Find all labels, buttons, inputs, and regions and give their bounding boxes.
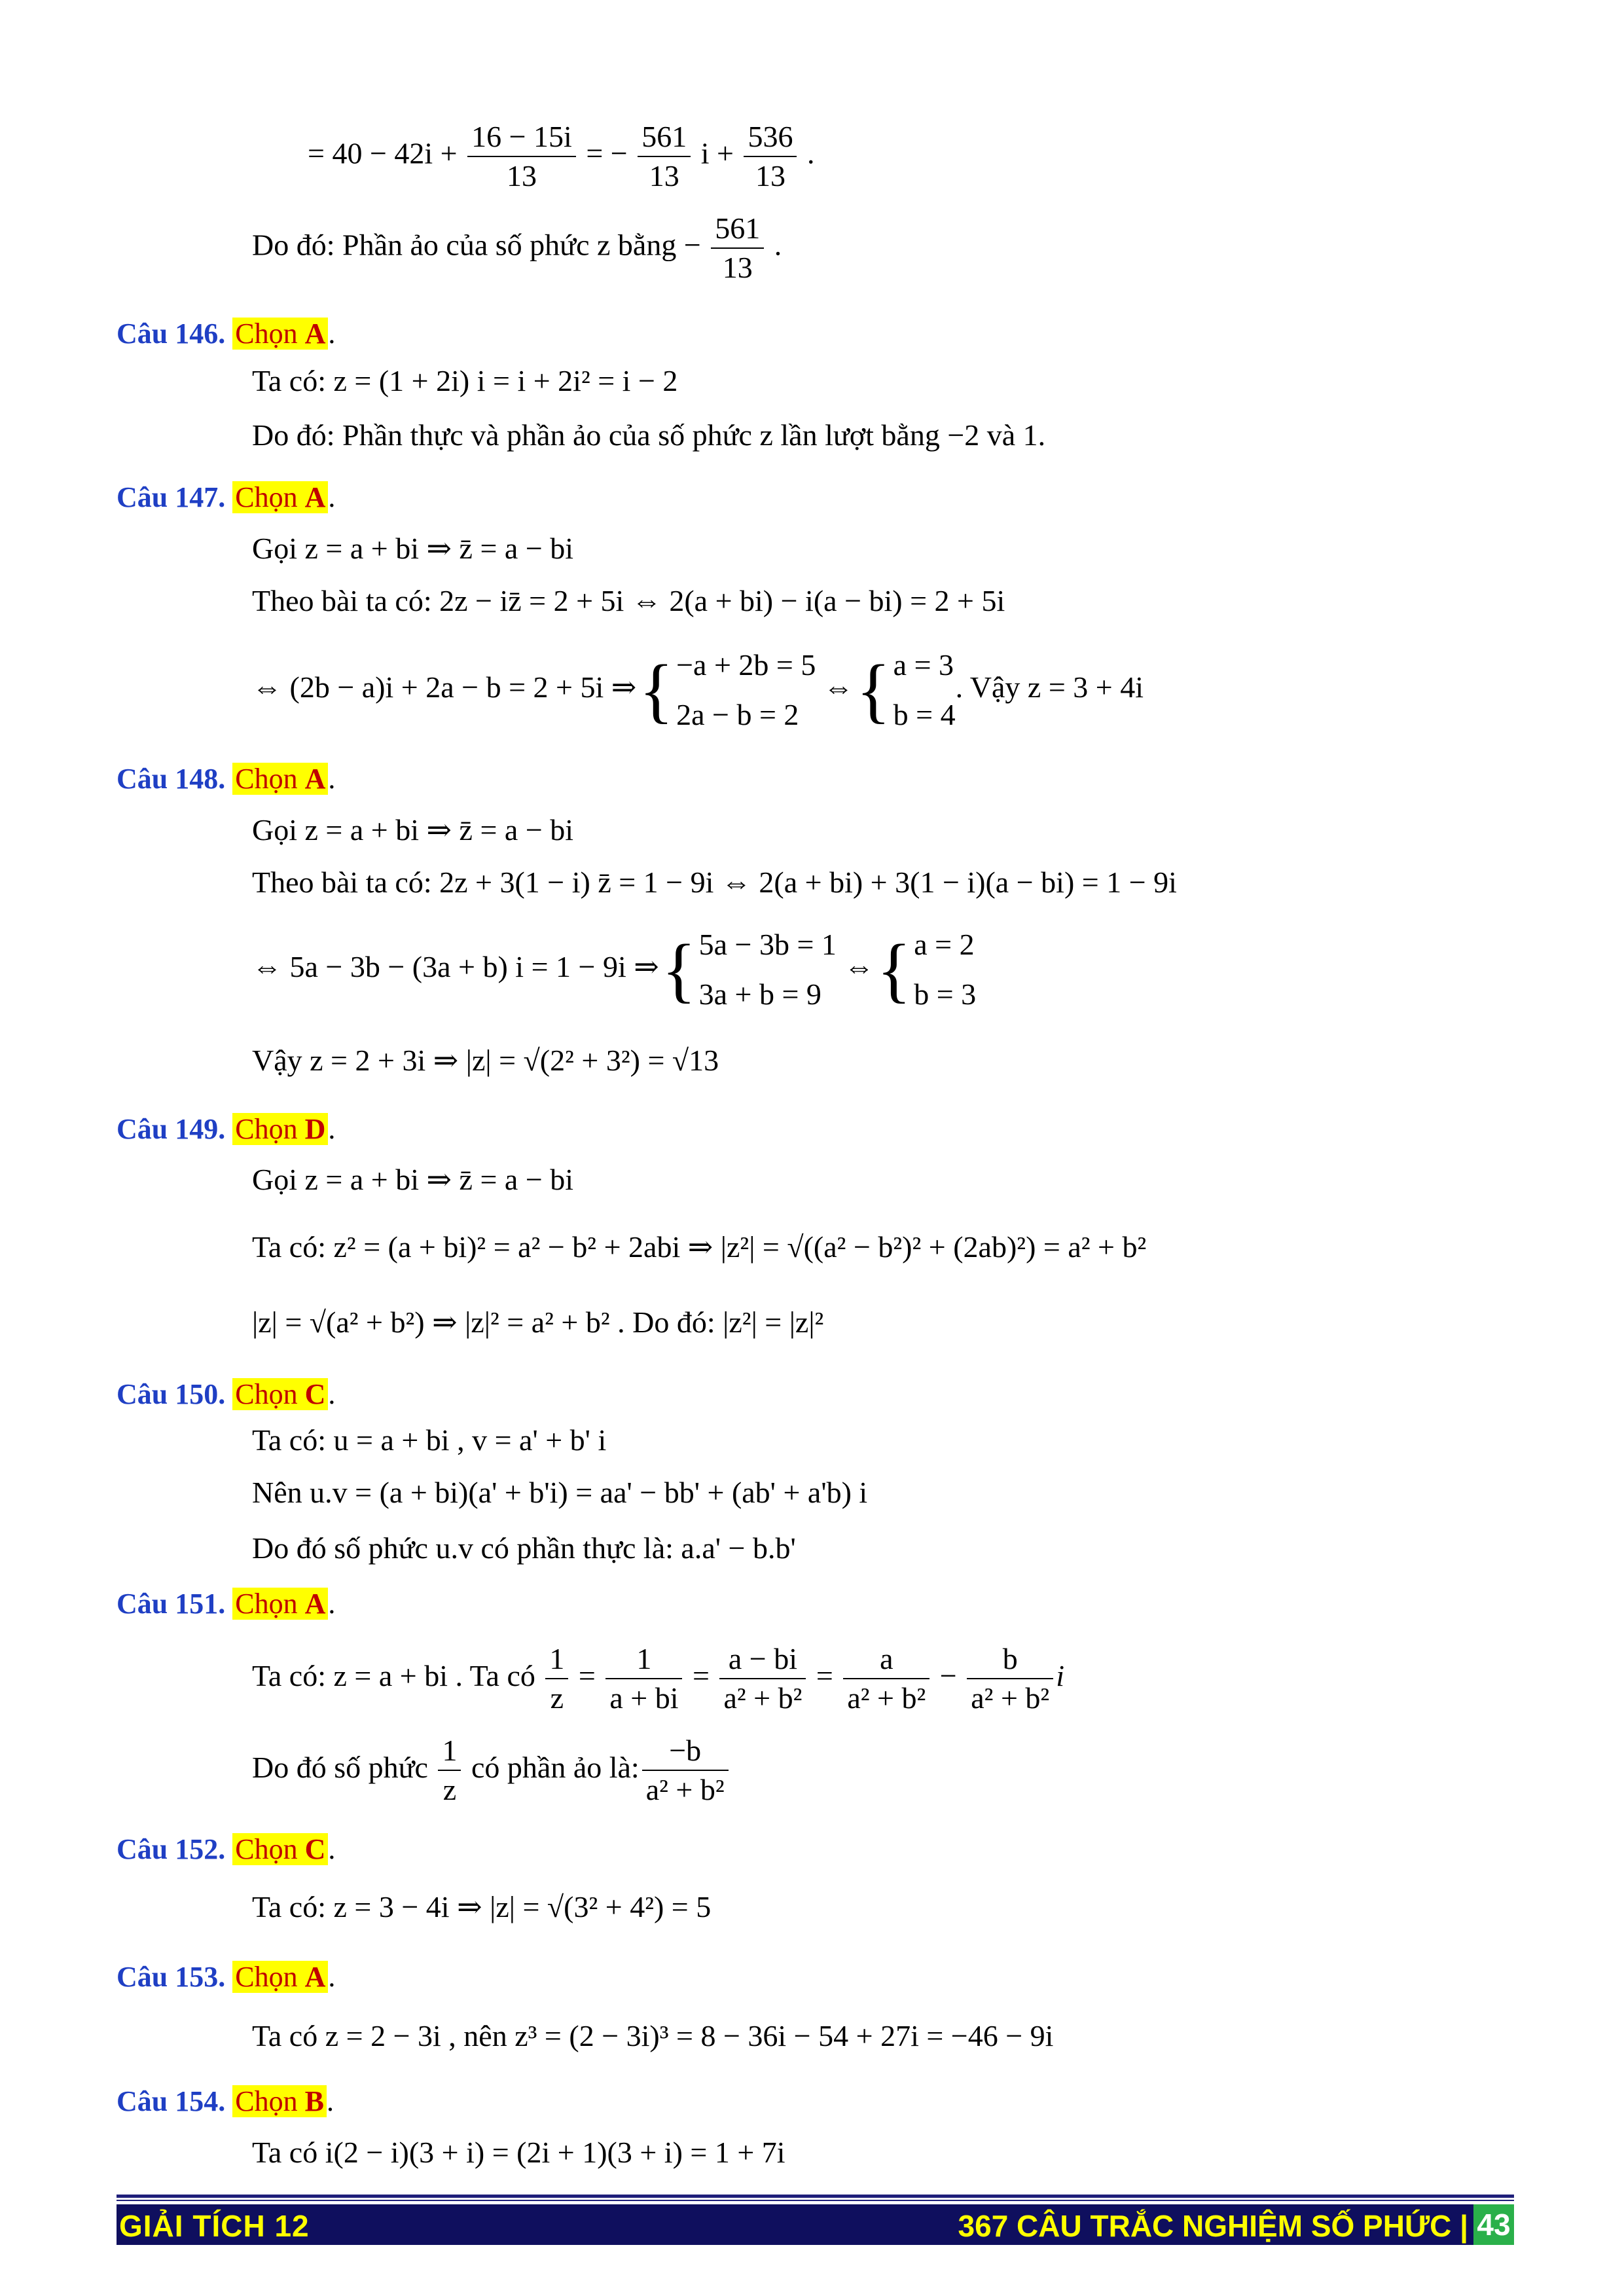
answer-highlight [232, 2085, 327, 2117]
solution-line: Ta có z = 2 − 3i , nên z³ = (2 − 3i)³ = 8 − 36i − 54 + 27i = −46 − 9i [252, 2019, 1054, 2052]
answer-letter: A [304, 1961, 326, 1993]
denominator: a² + b² [645, 1773, 725, 1807]
denominator: 13 [506, 159, 537, 192]
solution-line: Ta có: z = 3 − 4i ⇒ |z| = √(3² + 4²) = 5 [252, 1890, 712, 1923]
numerator: 561 [711, 210, 764, 249]
expr-text: ⇔ [844, 950, 875, 983]
denominator: 13 [755, 159, 785, 192]
question-number: Câu 148. [117, 763, 226, 795]
numerator: 1 [605, 1640, 682, 1679]
numerator: 16 − 15i [467, 118, 576, 157]
answer-letter: A [304, 763, 326, 795]
expr-text: . Vậy z = 3 + 4i [955, 670, 1144, 704]
fraction [467, 118, 576, 195]
answer-highlight [232, 1113, 328, 1145]
denominator: 13 [722, 251, 753, 284]
system-eq: a = 2 [914, 928, 975, 962]
question-heading: Câu 150. Chọn C. [117, 1378, 336, 1410]
equation-system [914, 920, 976, 1019]
expr-text: . [799, 136, 815, 170]
answer-letter: B [304, 2085, 324, 2117]
system-eq: 3a + b = 9 [698, 977, 821, 1011]
fraction [719, 1640, 806, 1717]
expr-text: . [767, 228, 782, 262]
page-number: 43 [1473, 2204, 1514, 2245]
numerator: 1 [438, 1732, 461, 1771]
answer-prefix: Chọn [235, 481, 305, 513]
page-footer [117, 2204, 1514, 2245]
answer-highlight [232, 1588, 328, 1620]
solution-line: Vậy z = 2 + 3i ⇒ |z| = √(2² + 3²) = √13 [252, 1044, 719, 1077]
expr-text: Ta có: z = a + bi . Ta có [252, 1659, 543, 1692]
question-heading: Câu 147. Chọn A. [117, 481, 336, 513]
denominator: a² + b² [847, 1681, 926, 1715]
answer-letter: A [304, 481, 326, 513]
question-heading: Câu 146. Chọn A. [117, 318, 336, 350]
expr-text: Do đó số phức [252, 1751, 436, 1784]
equation-line: Ta có: z = a + bi . Ta có $\frac{1}{z}$ = $\frac{1}{a + bi}$ = $\frac{a - bi}{\text{a² + b²}}$ = $\frac{a}{\text{a² + b²}}$ − $\frac{b}{\text{a² + b²}}$ i [252, 1630, 1064, 1722]
denominator: a² + b² [723, 1681, 803, 1715]
solution-line: |z| = √(a² + b²) ⇒ |z|² = a² + b² . Do đó: |z²| = |z|² [252, 1305, 824, 1339]
question-number: Câu 149. [117, 1113, 226, 1145]
answer-letter: C [304, 1833, 326, 1865]
fraction [638, 118, 691, 195]
brace-icon: { [856, 650, 891, 731]
footer-title: 367 CÂU TRẮC NGHIỆM SỐ PHỨC | [958, 2209, 1468, 2243]
equation-system [893, 640, 956, 740]
equation-line [308, 118, 814, 195]
fraction [843, 1640, 929, 1717]
system-eq: 2a − b = 2 [676, 698, 799, 732]
numerator: b [967, 1640, 1053, 1679]
solution-line: Theo bài ta có: 2z + 3(1 − i) z̄ = 1 − 9i ⇔ 2(a + bi) + 3(1 − i)(a − bi) = 1 − 9i [252, 866, 1177, 899]
question-number: Câu 146. [117, 318, 226, 350]
solution-line: Nên u.v = (a + bi)(a' + b'i) = aa' − bb' + (ab' + a'b) i [252, 1476, 868, 1509]
question-number: Câu 150. [117, 1378, 226, 1410]
system-eq: 5a − 3b = 1 [698, 928, 837, 962]
footer-subject: GIẢI TÍCH 12 [119, 2209, 310, 2243]
answer-highlight [232, 763, 328, 795]
question-heading: Câu 151. Chọn A. [117, 1588, 336, 1620]
question-number: Câu 154. [117, 2085, 226, 2117]
equation-system [699, 920, 837, 1019]
expr-text: có phần ảo là: [463, 1751, 640, 1784]
question-heading: Câu 154. Chọn B. [117, 2085, 334, 2117]
denominator: z [550, 1681, 564, 1715]
denominator: a + bi [609, 1681, 679, 1715]
answer-letter: D [304, 1113, 326, 1145]
equation-line [252, 210, 782, 287]
system-eq: −a + 2b = 5 [676, 648, 816, 682]
answer-highlight [232, 481, 328, 513]
answer-highlight [232, 1378, 328, 1410]
expr-text: Do đó: Phần ảo của số phức z bằng − [252, 228, 709, 262]
solution-line: Ta có: u = a + bi , v = a' + b' i [252, 1423, 607, 1457]
solution-line: Do đó số phức u.v có phần thực là: a.a' − b.b' [252, 1531, 796, 1565]
system-eq: b = 3 [914, 977, 977, 1011]
answer-prefix: Chọn [235, 1378, 305, 1410]
system-eq: b = 4 [893, 698, 956, 732]
question-number: Câu 152. [117, 1833, 226, 1865]
footer-rule [117, 2200, 1514, 2201]
system-line [252, 638, 1144, 740]
numerator: 536 [744, 118, 797, 157]
answer-prefix: Chọn [235, 1833, 305, 1865]
solution-line: Ta có i(2 − i)(3 + i) = (2i + 1)(3 + i) = 1 + 7i [252, 2136, 785, 2169]
solution-line: Gọi z = a + bi ⇒ z̄ = a − bi [252, 1163, 574, 1196]
system-line [252, 918, 976, 1019]
expr-text: ⇔ [823, 670, 854, 704]
brace-icon: { [661, 930, 696, 1010]
answer-prefix: Chọn [235, 318, 305, 350]
expr-text: = − [578, 136, 636, 170]
fraction [642, 1732, 729, 1809]
answer-letter: C [304, 1378, 326, 1410]
question-heading: Câu 153. Chọn A. [117, 1961, 336, 1993]
question-number: Câu 147. [117, 481, 226, 513]
expr-text: ⇔ (2b − a)i + 2a − b = 2 + 5i ⇒ [252, 670, 637, 704]
fraction [711, 210, 764, 287]
denominator: a² + b² [971, 1681, 1050, 1715]
expr-text: = 40 − 42i + [308, 136, 465, 170]
fraction [605, 1640, 682, 1717]
question-heading: Câu 148. Chọn A. [117, 763, 336, 795]
numerator: a − bi [719, 1640, 806, 1679]
answer-prefix: Chọn [235, 1113, 305, 1145]
solution-line: Gọi z = a + bi ⇒ z̄ = a − bi [252, 813, 574, 847]
answer-letter: A [304, 1588, 326, 1620]
question-number: Câu 151. [117, 1588, 226, 1620]
solution-line: Ta có: z = (1 + 2i) i = i + 2i² = i − 2 [252, 364, 678, 397]
denominator: z [442, 1773, 457, 1807]
numerator: −b [642, 1732, 729, 1771]
question-heading: Câu 149. Chọn D. [117, 1113, 336, 1145]
equation-system [676, 640, 816, 740]
expr-text: i [1056, 1659, 1064, 1692]
solution-line: Ta có: z² = (a + bi)² = a² − b² + 2abi ⇒ |z²| = √((a² − b²)² + (2ab)²) = a² + b² [252, 1230, 1147, 1264]
fraction [744, 118, 797, 195]
fraction [438, 1732, 461, 1809]
equation-line [252, 1722, 731, 1813]
answer-highlight [232, 318, 328, 350]
question-heading: Câu 152. Chọn C. [117, 1833, 336, 1865]
denominator: 13 [649, 159, 679, 192]
fraction [545, 1640, 568, 1717]
answer-prefix: Chọn [235, 2085, 305, 2117]
expr-text: i + [693, 136, 742, 170]
system-eq: a = 3 [893, 648, 954, 682]
answer-highlight [232, 1961, 328, 1993]
solution-line: Theo bài ta có: 2z − iz̄ = 2 + 5i ⇔ 2(a + bi) − i(a − bi) = 2 + 5i [252, 584, 1005, 617]
footer-rule [117, 2195, 1514, 2198]
question-number: Câu 153. [117, 1961, 226, 1993]
answer-prefix: Chọn [235, 1961, 305, 1993]
answer-prefix: Chọn [235, 763, 305, 795]
answer-highlight [232, 1833, 328, 1865]
solution-line: Gọi z = a + bi ⇒ z̄ = a − bi [252, 532, 574, 565]
numerator: 561 [638, 118, 691, 157]
expr-text: ⇔ 5a − 3b − (3a + b) i = 1 − 9i ⇒ [252, 950, 659, 983]
answer-letter: A [304, 318, 326, 350]
brace-icon: { [639, 650, 674, 731]
solution-line: Do đó: Phần thực và phần ảo của số phức z lần lượt bằng −2 và 1. [252, 418, 1046, 452]
fraction [967, 1640, 1053, 1717]
numerator: 1 [545, 1640, 568, 1679]
answer-prefix: Chọn [235, 1588, 305, 1620]
numerator: a [843, 1640, 929, 1679]
brace-icon: { [876, 930, 912, 1010]
